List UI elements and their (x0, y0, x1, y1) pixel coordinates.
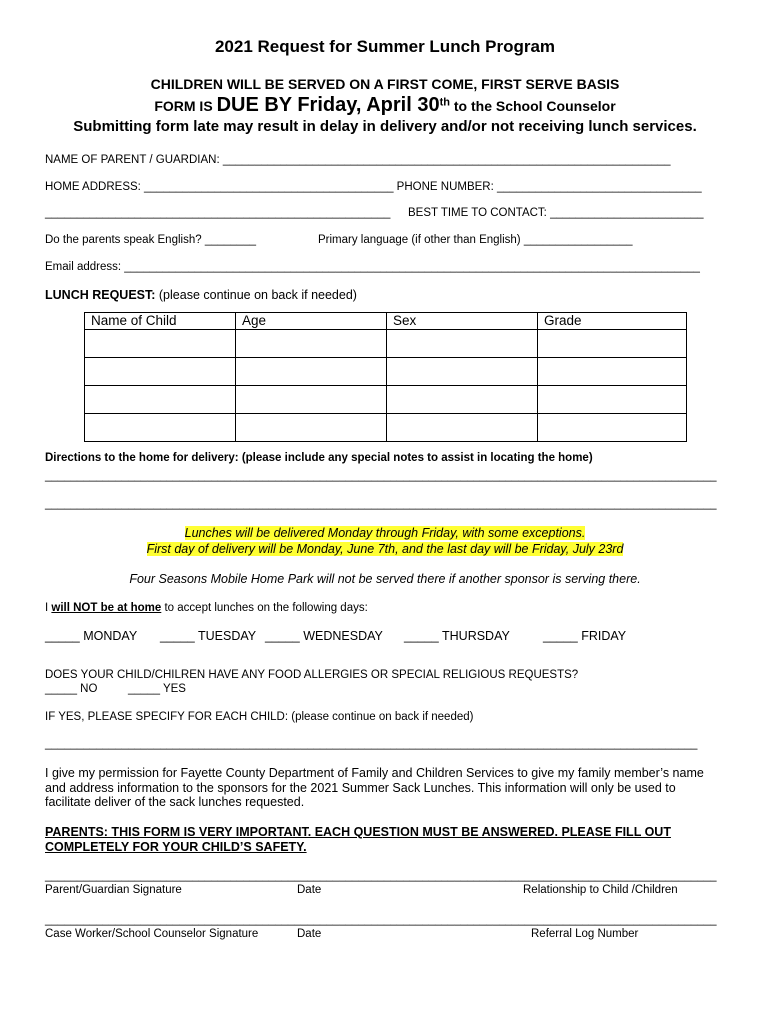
directions-label: Directions to the home for delivery: (please include any special notes to assist in locating the home) (45, 452, 593, 464)
table-header-row (85, 313, 687, 330)
cell-input[interactable] (236, 358, 387, 386)
address-line-2[interactable]: ______________________________________________________ (45, 207, 391, 219)
cell-input[interactable] (387, 358, 538, 386)
allergies-yes[interactable]: _____ YES (128, 683, 186, 695)
table-row (85, 386, 687, 414)
not-home-pre: I (45, 602, 52, 614)
worker-signature-label: Case Worker/School Counselor Signature (45, 928, 259, 940)
permission-line-2: and address information to the sponsors for the 2021 Summer Sack Lunches. This information will only be used to (45, 781, 676, 795)
cell-input[interactable] (85, 358, 236, 386)
not-home-statement (45, 602, 368, 614)
due-date-suffix: th (439, 96, 450, 109)
day-thursday[interactable]: _____ THURSDAY (404, 629, 510, 643)
primary-language-field[interactable]: Primary language (if other than English) _________________ (318, 234, 633, 246)
delivery-notice-1 (0, 526, 770, 540)
day-wednesday[interactable]: _____ WEDNESDAY (265, 629, 383, 643)
address-phone-field[interactable]: HOME ADDRESS: _______________________________________ PHONE NUMBER: ________________________________ (45, 181, 702, 193)
day-friday[interactable]: _____ FRIDAY (543, 629, 627, 643)
important-line-2: COMPLETELY FOR YOUR CHILD’S SAFETY. (45, 840, 307, 854)
worker-signature-line[interactable]: _________________________________________________________________________________________________________ (45, 914, 717, 926)
relationship-label: Relationship to Child /Children (523, 884, 678, 896)
cell-input[interactable] (387, 330, 538, 358)
table-row (85, 330, 687, 358)
best-time-field[interactable]: BEST TIME TO CONTACT: ________________________ (408, 207, 704, 219)
cell-input[interactable] (85, 414, 236, 442)
parent-signature-line[interactable]: _________________________________________________________________________________________________________ (45, 870, 717, 882)
cell-input[interactable] (85, 330, 236, 358)
referral-label: Referral Log Number (531, 928, 639, 940)
permission-line-3: facilitate deliver of the sack lunches requested. (45, 795, 305, 809)
cell-input[interactable] (538, 330, 687, 358)
important-line-1: PARENTS: THIS FORM IS VERY IMPORTANT. EACH QUESTION MUST BE ANSWERED. PLEASE FILL OUT (45, 825, 671, 839)
delivery-notice-2 (0, 542, 770, 556)
allergies-specify: IF YES, PLEASE SPECIFY FOR EACH CHILD: (please continue on back if needed) (45, 711, 474, 723)
cell-input[interactable] (236, 414, 387, 442)
allergies-line[interactable]: ______________________________________________________________________________________________________ (45, 738, 698, 750)
form-title: 2021 Request for Summer Lunch Program (214, 37, 556, 56)
lunch-request-note: (please continue on back if needed) (155, 288, 357, 302)
table-row (85, 414, 687, 442)
directions-line-2[interactable]: _________________________________________________________________________________________________________ (45, 498, 717, 510)
parent-name-field[interactable]: NAME OF PARENT / GUARDIAN: ______________________________________________________________________ (45, 154, 671, 166)
col-grade: Grade (538, 313, 687, 330)
cell-input[interactable] (538, 358, 687, 386)
day-tuesday[interactable]: _____ TUESDAY (160, 629, 257, 643)
cell-input[interactable] (538, 386, 687, 414)
cell-input[interactable] (236, 330, 387, 358)
delivery-days-highlight: Lunches will be delivered Monday through Friday, with some exceptions. (184, 526, 586, 540)
allergies-question: DOES YOUR CHILD/CHILREN HAVE ANY FOOD ALLERGIES OR SPECIAL RELIGIOUS REQUESTS? (45, 669, 579, 681)
not-home-post: to accept lunches on the following days: (161, 602, 368, 614)
lunch-request-label: LUNCH REQUEST: (45, 288, 156, 302)
table-row (85, 358, 687, 386)
cell-input[interactable] (85, 386, 236, 414)
parent-date-label: Date (297, 884, 322, 896)
directions-line-1[interactable]: _________________________________________________________________________________________________________ (45, 470, 717, 482)
col-name-of-child: Name of Child (85, 313, 236, 330)
lunch-request-heading (45, 288, 357, 302)
delivery-dates-highlight: First day of delivery will be Monday, June 7th, and the last day will be Friday, July 23rd (146, 542, 624, 556)
cell-input[interactable] (387, 386, 538, 414)
permission-line-1: I give my permission for Fayette County Department of Family and Children Services to give my family member’s name (45, 766, 704, 780)
lunch-request-table (84, 312, 687, 442)
allergies-no[interactable]: _____ NO (45, 683, 98, 695)
col-age: Age (236, 313, 387, 330)
late-warning: Submitting form late may result in delay in delivery and/or not receiving lunch services. (73, 118, 697, 135)
not-home-bold: will NOT be at home (51, 602, 162, 614)
email-field[interactable]: Email address: __________________________________________________________________________________________ (45, 261, 700, 273)
parent-signature-label: Parent/Guardian Signature (45, 884, 182, 896)
mobile-home-notice: Four Seasons Mobile Home Park will not be served there if another sponsor is serving there. (129, 572, 641, 586)
cell-input[interactable] (236, 386, 387, 414)
col-sex: Sex (387, 313, 538, 330)
cell-input[interactable] (387, 414, 538, 442)
cell-input[interactable] (538, 414, 687, 442)
first-come-notice: CHILDREN WILL BE SERVED ON A FIRST COME, FIRST SERVE BASIS (150, 76, 620, 92)
worker-date-label: Date (297, 928, 322, 940)
day-monday[interactable]: _____ MONDAY (45, 629, 138, 643)
due-date: DUE BY Friday, April 30 (216, 94, 440, 116)
due-recipient: to the School Counselor (449, 98, 616, 114)
due-date-notice (0, 94, 770, 117)
speak-english-field[interactable]: Do the parents speak English? ________ (45, 234, 256, 246)
due-prefix: FORM IS (154, 98, 217, 114)
